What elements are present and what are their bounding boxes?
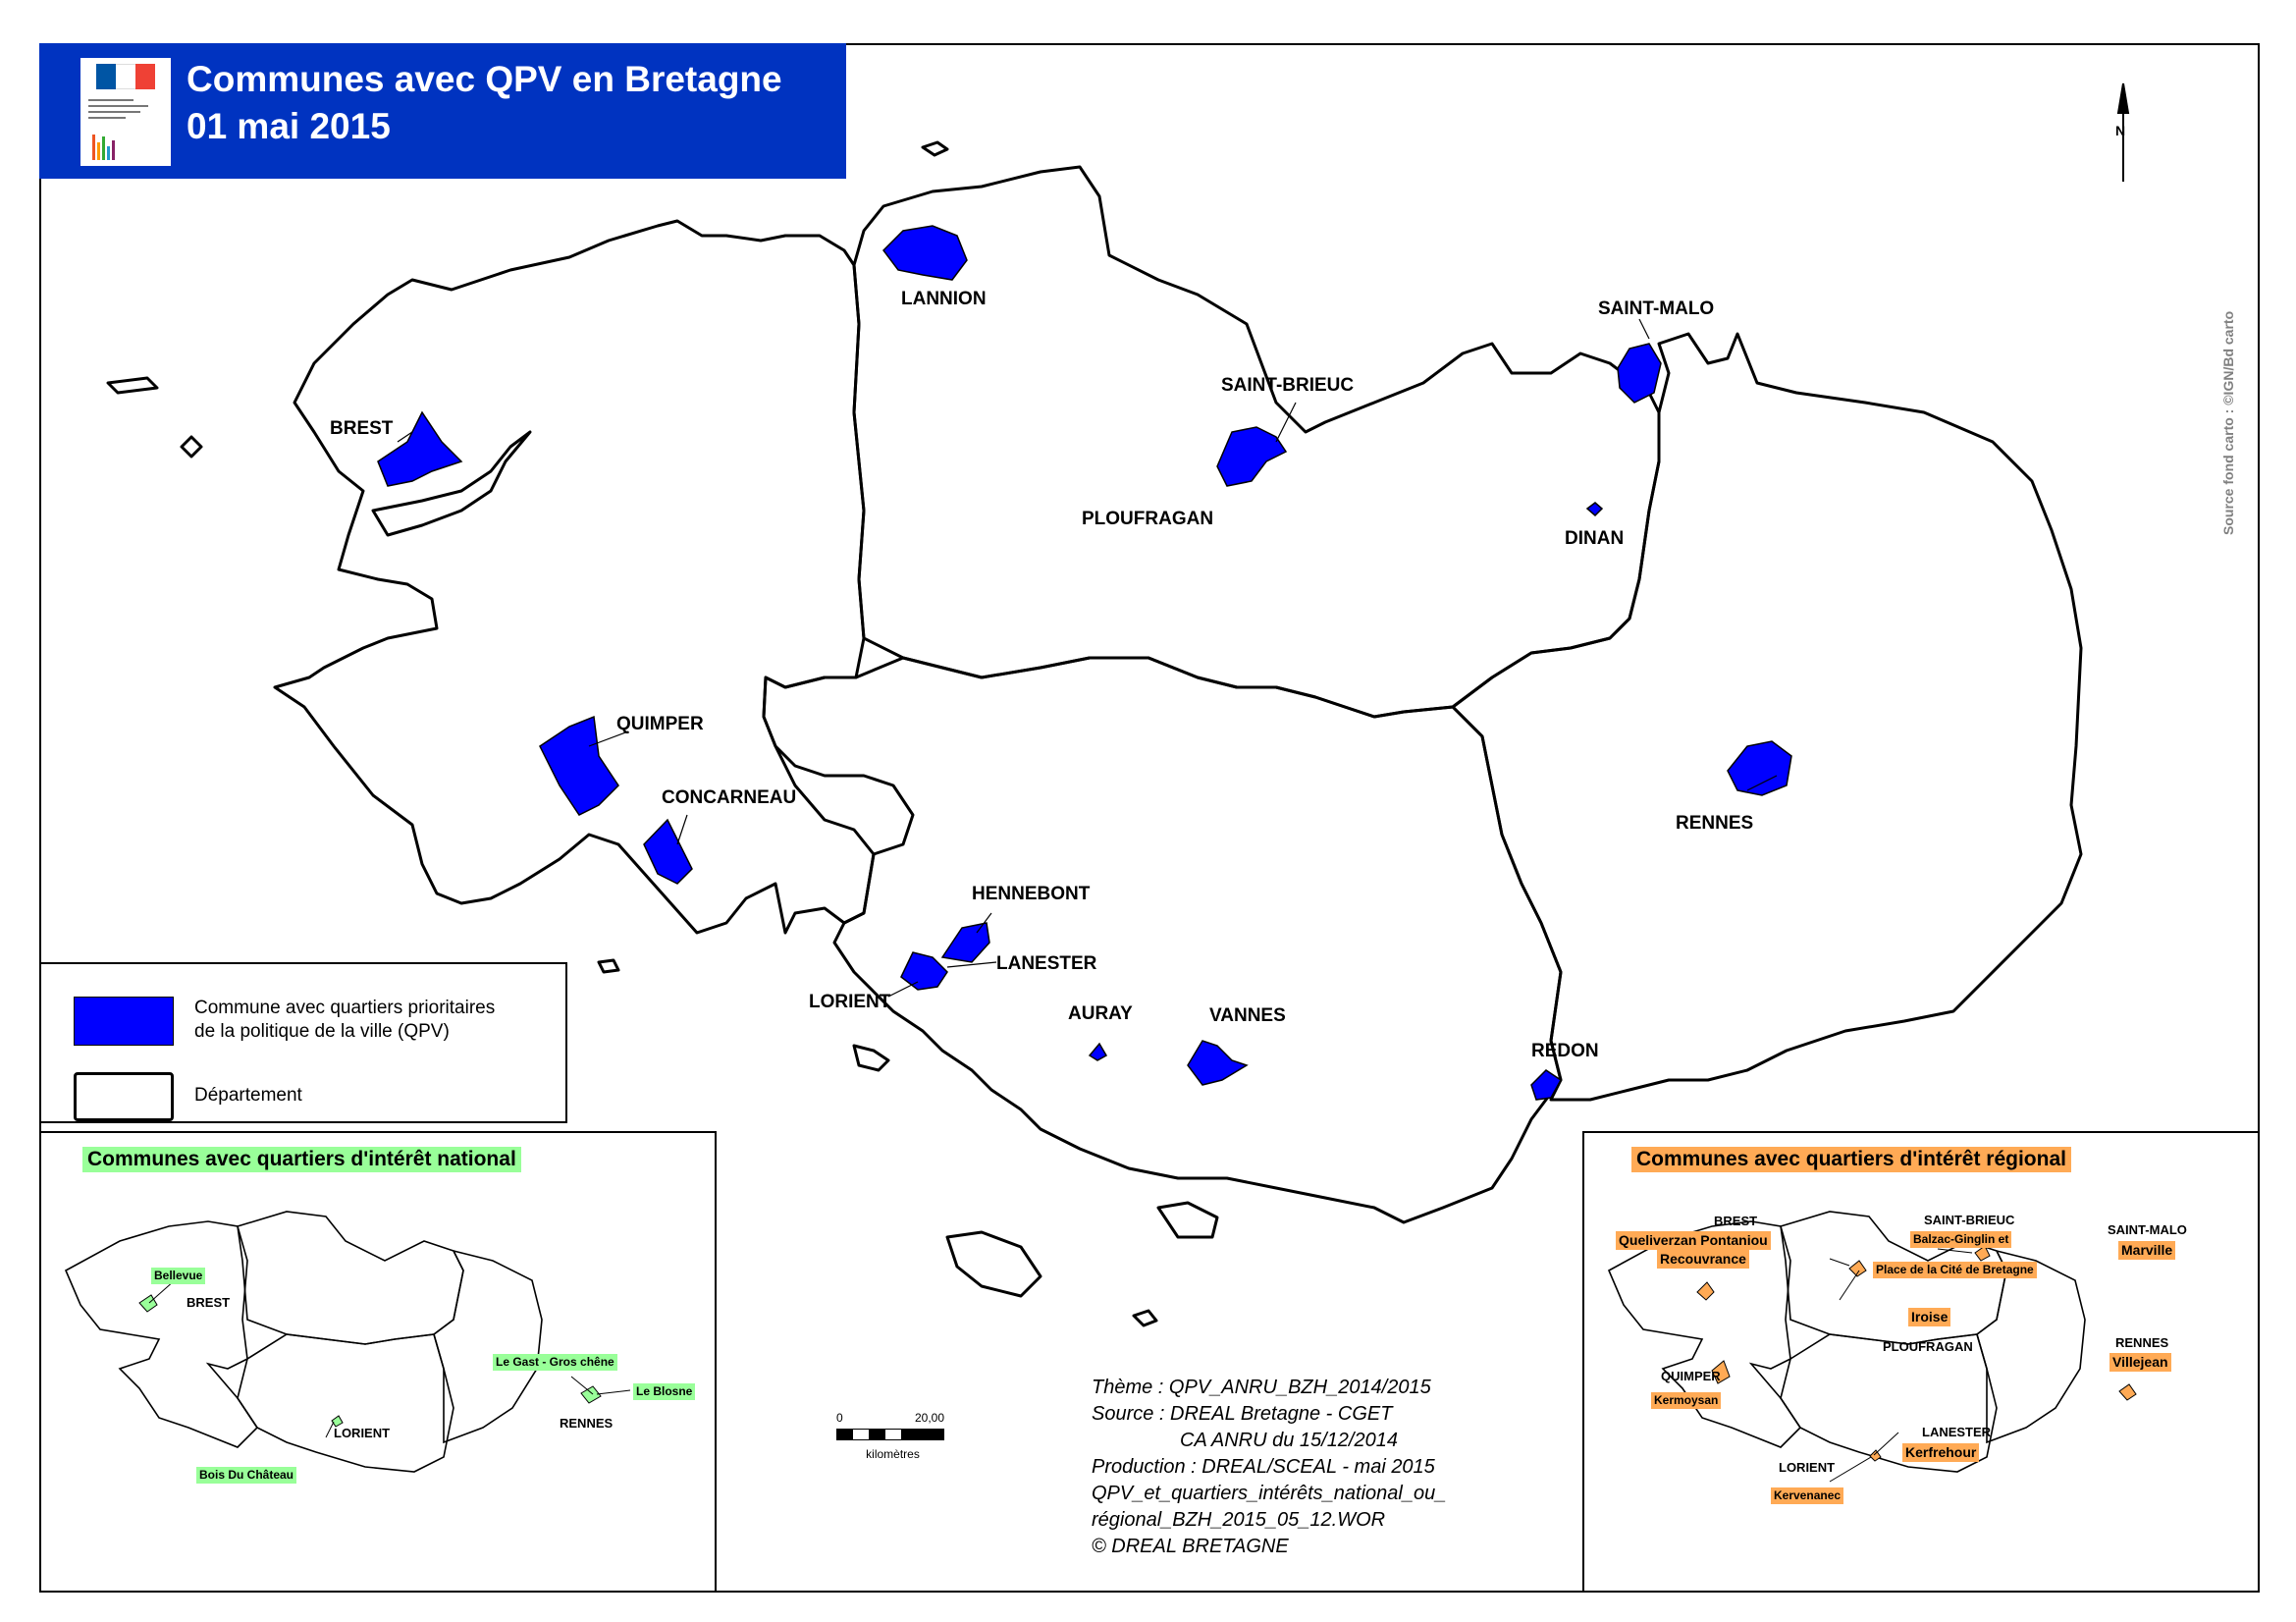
inset-label-rennes: RENNES: [560, 1416, 614, 1431]
map-title: Communes avec QPV en Bretagne: [187, 59, 782, 99]
qpv-hennebont: [942, 923, 989, 962]
scale-unit: kilomètres: [866, 1447, 920, 1461]
title-block: [39, 43, 846, 179]
departement-ille-et-vilaine: [1453, 334, 2081, 1100]
inset-regional-label-ploufragan: PLOUFRAGAN: [1883, 1339, 1973, 1354]
qpv-auray: [1090, 1044, 1106, 1060]
inset-regional-label-saint-brieuc: SAINT-BRIEUC: [1924, 1213, 2015, 1227]
inset-label-lorient: LORIENT: [334, 1426, 391, 1440]
scale-bar: [836, 1411, 944, 1461]
inset-regional-label-quimper: QUIMPER: [1661, 1369, 1721, 1383]
inset-label-brest: BREST: [187, 1295, 231, 1310]
qpv-concarneau: [644, 820, 692, 884]
inset-regional: [1582, 1131, 2260, 1593]
credits-copyright: © DREAL BRETAGNE: [1092, 1536, 1289, 1557]
label-quimper: QUIMPER: [616, 714, 704, 734]
legend-qpv-label: Commune avec quartiers prioritaires de la politique de la ville (QPV): [194, 998, 496, 1042]
north-label: N: [2115, 123, 2126, 138]
tag-kermoysan: Kermoysan: [1651, 1392, 1721, 1409]
label-vannes: VANNES: [1209, 1005, 1286, 1026]
inset-regional-label-rennes: RENNES: [2115, 1335, 2169, 1350]
label-concarneau: CONCARNEAU: [662, 787, 797, 808]
tag-kervenanec: Kervenanec: [1771, 1487, 1843, 1504]
label-hennebont: HENNEBONT: [972, 884, 1091, 904]
credits-file-1: QPV_et_quartiers_intérêts_national_ou_: [1092, 1483, 1447, 1504]
inset-national: [39, 1131, 717, 1593]
qpv-lanester-lorient: [901, 952, 947, 990]
credits-file-2: régional_BZH_2015_05_12.WOR: [1092, 1509, 1386, 1531]
scale-start: 0: [836, 1411, 843, 1425]
inset-regional-label-lorient: LORIENT: [1779, 1460, 1836, 1475]
qpv-dinan: [1587, 503, 1602, 515]
qpv-saint-brieuc: [1217, 427, 1286, 486]
tag-le-gast: Le Gast - Gros chêne: [493, 1354, 617, 1371]
label-lorient: LORIENT: [809, 992, 891, 1012]
credits-source: Source : DREAL Bretagne - CGET: [1092, 1403, 1393, 1425]
legend: [39, 962, 567, 1123]
label-dinan: DINAN: [1565, 528, 1625, 549]
tag-iroise: Iroise: [1908, 1308, 1950, 1326]
qpv-rennes: [1728, 741, 1791, 795]
scale-end: 20,00: [914, 1411, 944, 1425]
label-saint-malo: SAINT-MALO: [1598, 298, 1715, 319]
credits-ca-anru: CA ANRU du 15/12/2014: [1180, 1430, 1398, 1451]
label-lanester: LANESTER: [996, 953, 1097, 974]
credits-block: [1092, 1375, 1446, 1560]
label-rennes: RENNES: [1676, 813, 1754, 834]
inset-regional-label-saint-malo: SAINT-MALO: [2108, 1222, 2187, 1237]
label-lannion: LANNION: [901, 289, 987, 309]
inset-regional-label-brest: BREST: [1714, 1214, 1758, 1228]
map-date: 01 mai 2015: [187, 106, 391, 146]
qpv-vannes: [1188, 1041, 1247, 1085]
dreal-logo: [80, 58, 171, 166]
label-saint-brieuc: SAINT-BRIEUC: [1221, 375, 1355, 396]
label-ploufragan: PLOUFRAGAN: [1082, 509, 1214, 529]
legend-departement-label: Département: [194, 1085, 302, 1106]
tag-kerfrehour: Kerfrehour: [1902, 1443, 1979, 1462]
label-redon: REDON: [1531, 1041, 1599, 1061]
qpv-redon: [1531, 1070, 1561, 1100]
qpv-quimper: [540, 717, 618, 815]
credits-production: Production : DREAL/SCEAL - mai 2015: [1092, 1456, 1435, 1478]
legend-qpv-swatch: [74, 997, 174, 1046]
inset-regional-title: Communes avec quartiers d'intérêt régional: [1631, 1147, 2071, 1172]
tag-marville: Marville: [2118, 1241, 2175, 1260]
departement-finistere: [275, 221, 874, 933]
tag-queliverzan: Queliverzan Pontaniou: [1616, 1231, 1771, 1250]
tag-villejean: Villejean: [2109, 1353, 2171, 1372]
qpv-saint-malo: [1618, 344, 1661, 403]
label-auray: AURAY: [1068, 1003, 1133, 1024]
tag-bois-du-chateau: Bois Du Château: [196, 1467, 296, 1484]
qpv-lannion: [883, 226, 967, 280]
inset-national-title: Communes avec quartiers d'intérêt national: [82, 1147, 521, 1172]
tag-place-cite: Place de la Cité de Bretagne: [1873, 1262, 2037, 1278]
marianne-flag-icon: [96, 64, 155, 89]
tag-balzac: Balzac-Ginglin et: [1910, 1231, 2011, 1248]
credits-theme: Thème : QPV_ANRU_BZH_2014/2015: [1092, 1377, 1431, 1398]
departement-morbihan: [764, 658, 1561, 1222]
tag-le-blosne: Le Blosne: [633, 1383, 695, 1400]
inset-regional-label-lanester: LANESTER: [1922, 1425, 1992, 1439]
tag-bellevue: Bellevue: [151, 1268, 205, 1284]
tag-recouvrance: Recouvrance: [1657, 1250, 1749, 1269]
source-fond-carto: Source fond carto : ©IGN/Bd carto: [2220, 310, 2236, 535]
legend-departement-swatch: [74, 1072, 174, 1121]
label-brest: BREST: [330, 418, 394, 439]
